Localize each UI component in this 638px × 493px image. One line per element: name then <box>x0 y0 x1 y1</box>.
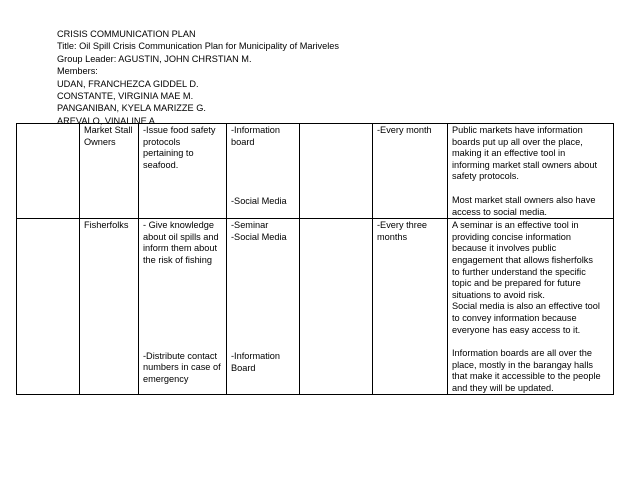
audience-cell: Fisherfolks <box>80 219 139 395</box>
table-row <box>17 219 614 395</box>
member-name: UDAN, FRANCHEZCA GIDDEL D. <box>57 78 199 89</box>
message-cell: -Issue food safety protocols pertaining to seafood. <box>139 124 227 219</box>
blank-cell <box>300 124 373 219</box>
channel-cell: -Information board -Social Media <box>227 124 300 219</box>
member-name: PANGANIBAN, KYELA MARIZZE G. <box>57 103 206 114</box>
document-header <box>57 28 339 127</box>
doc-title: CRISIS COMMUNICATION PLAN <box>57 29 196 39</box>
rationale-cell: Public markets have information boards put up all over the place, making it an effective tool in informing market stall owners about safety protocols. Most market stall owners also have access to social media. <box>448 124 614 219</box>
blank-cell <box>300 219 373 395</box>
rationale-cell: A seminar is an effective tool in providing concise information because it involves public engagement that allows fisherfolks to further understand the specific topic and be prepared for future situations to avoid risk. Social media is also an effective tool to convey information because everyone has easy access to it. Information boards are all over the place, mostly in the barangay halls that make it accessible to the people and they will be updated. <box>448 219 614 395</box>
member-name: CONSTANTE, VIRGINIA MAE M. <box>57 91 194 102</box>
audience-cell: Market Stall Owners <box>80 124 139 219</box>
channel-cell: -Seminar -Social Media -Information Board <box>227 219 300 395</box>
blank-cell <box>17 124 80 219</box>
member-name: AREVALO, VINALINE A. <box>57 115 158 126</box>
frequency-cell: -Every three months <box>373 219 448 395</box>
blank-cell <box>17 219 80 395</box>
frequency-cell: -Every month <box>373 124 448 219</box>
table-row <box>17 124 614 219</box>
doc-subtitle: Title: Oil Spill Crisis Communication Plan for Municipality of Mariveles <box>57 41 340 52</box>
group-leader: Group Leader: AGUSTIN, JOHN CHRSTIAN M. <box>57 53 252 64</box>
communication-plan-table <box>16 123 614 395</box>
message-cell: - Give knowledge about oil spills and inform them about the risk of fishing -Distribute contact numbers in case of emergency <box>139 219 227 395</box>
members-label: Members: <box>57 66 98 77</box>
